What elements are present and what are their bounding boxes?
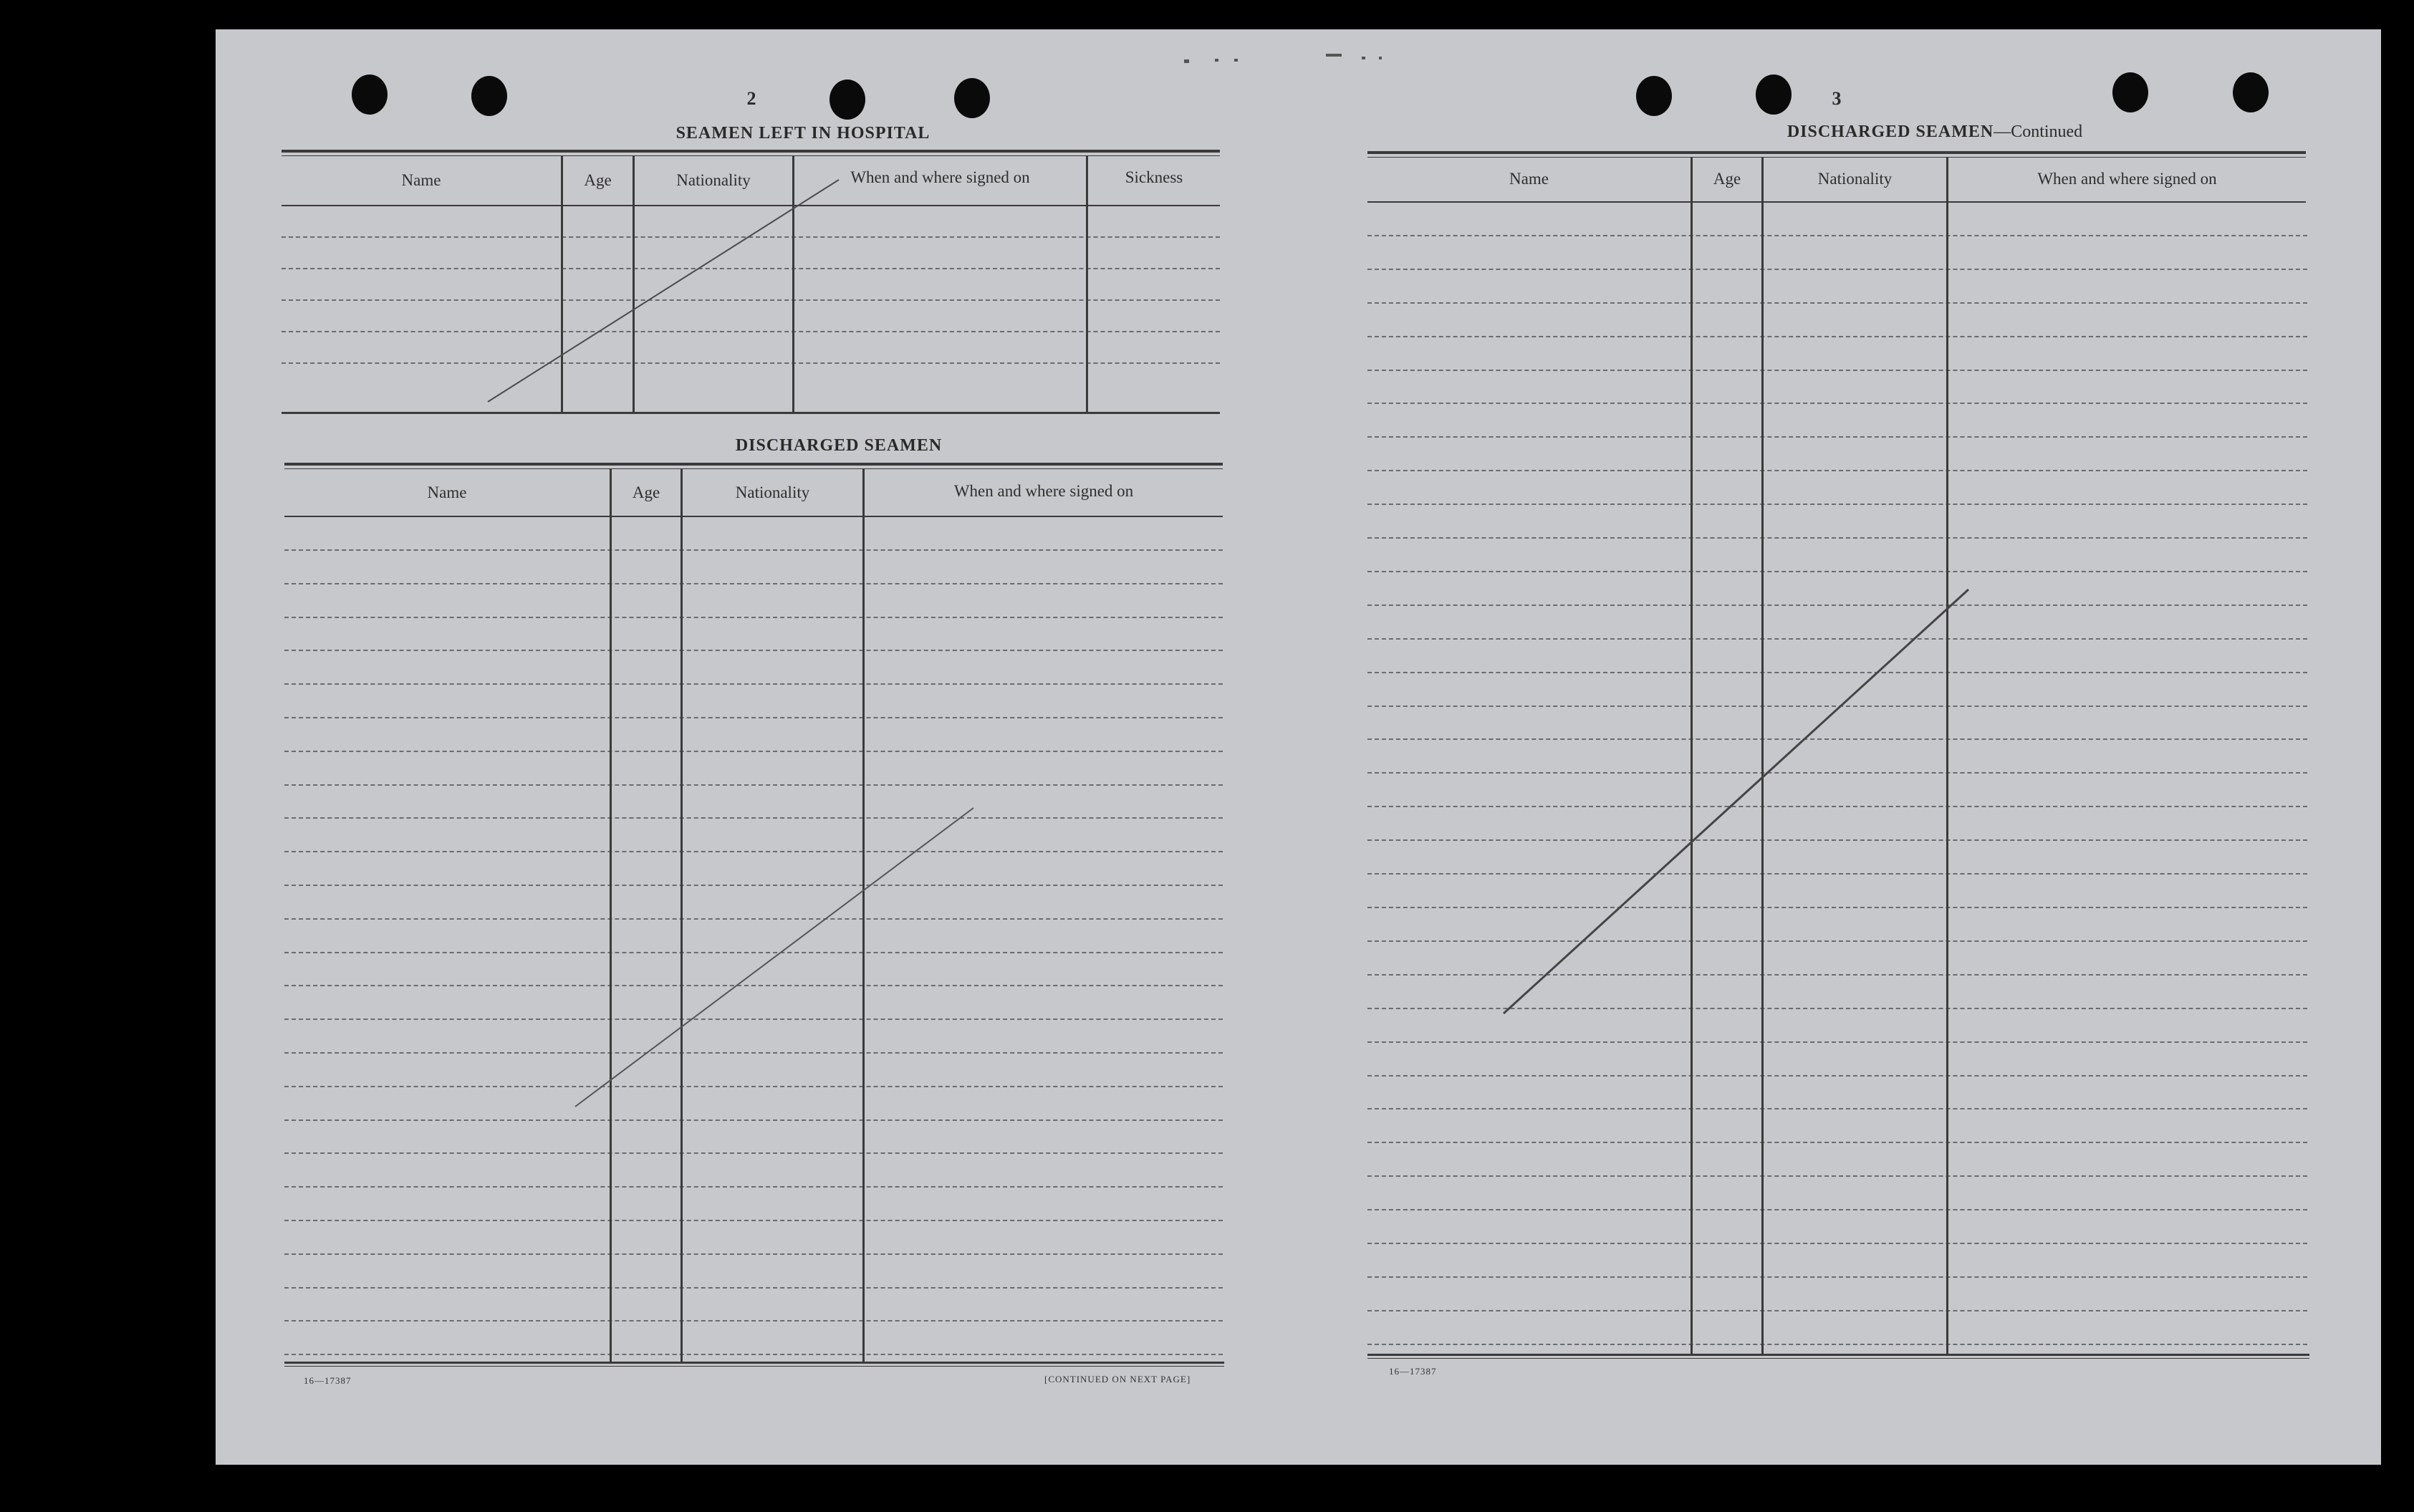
- speck: [1234, 59, 1238, 62]
- pencil-strike-lines: [216, 29, 2381, 1465]
- continued-note: [CONTINUED ON NEXT PAGE]: [1044, 1374, 1191, 1385]
- hospital-header-sickness: Sickness: [1125, 168, 1183, 186]
- hospital-header-when-where: When and where signed on: [850, 168, 1030, 186]
- speck: [1326, 54, 1342, 57]
- hospital-header-nationality: Nationality: [676, 171, 751, 189]
- form-number-left: 16—17387: [304, 1375, 352, 1386]
- strike-line-hospital: [488, 180, 839, 402]
- page-number-left: 2: [746, 88, 756, 109]
- discharged-header-nationality: Nationality: [735, 483, 810, 501]
- right-header-age: Age: [1713, 170, 1741, 188]
- speck: [1379, 57, 1382, 59]
- discharged-header-when-where: When and where signed on: [953, 482, 1134, 500]
- speck: [1362, 57, 1365, 59]
- speck: [1184, 59, 1189, 63]
- right-section-title-main: DISCHARGED SEAMEN: [1787, 122, 1994, 141]
- hospital-section-title: SEAMEN LEFT IN HOSPITAL: [675, 124, 931, 143]
- right-header-name: Name: [1509, 170, 1549, 188]
- right-header-when-where: When and where signed on: [2037, 170, 2217, 188]
- right-header-nationality: Nationality: [1817, 170, 1893, 188]
- strike-line-right: [1504, 589, 1968, 1013]
- hospital-header-name: Name: [401, 171, 441, 189]
- page-number-right: 3: [1832, 88, 1842, 109]
- form-number-right: 16—17387: [1389, 1366, 1437, 1377]
- discharged-header-name: Name: [427, 483, 467, 501]
- form-sheet: [216, 29, 2381, 1465]
- discharged-section-title: DISCHARGED SEAMEN: [735, 436, 943, 455]
- strike-line-discharged: [575, 808, 973, 1107]
- right-section-title-suffix: —Continued: [1994, 122, 2083, 141]
- speck: [1215, 59, 1218, 62]
- hospital-header-age: Age: [584, 171, 612, 189]
- discharged-header-age: Age: [632, 483, 660, 501]
